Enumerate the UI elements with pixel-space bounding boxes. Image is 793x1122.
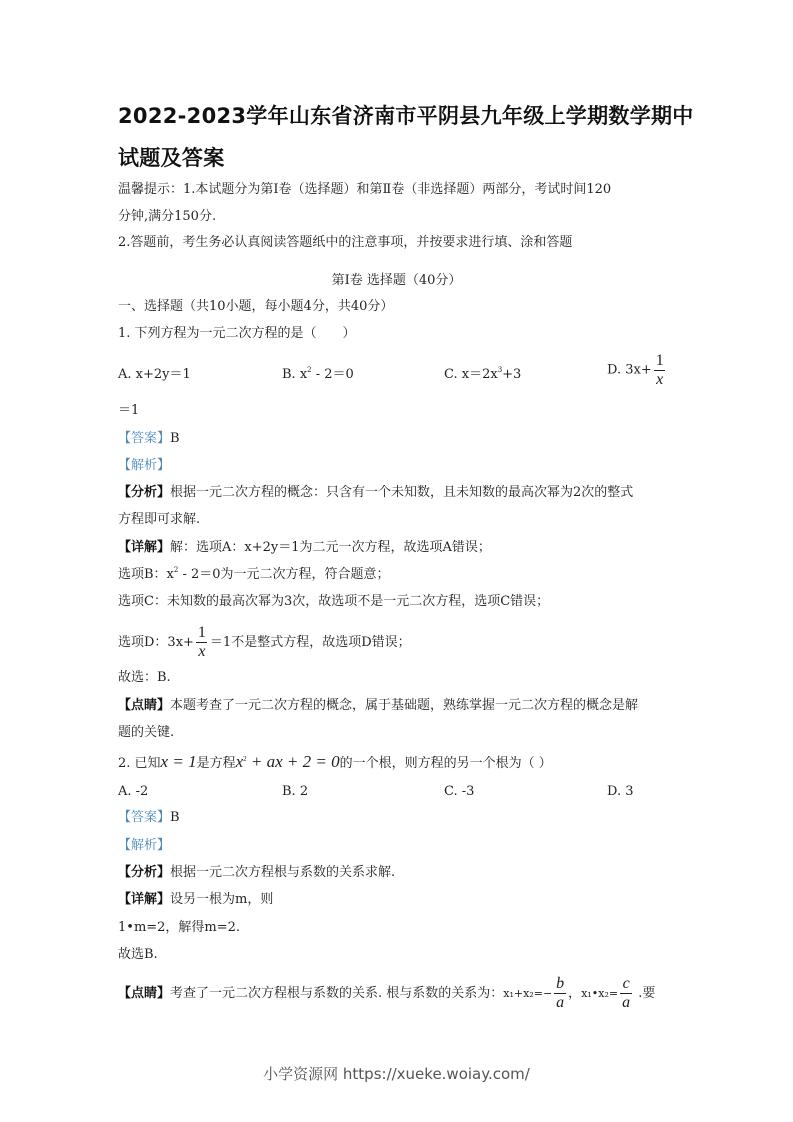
document-title-line2: 试题及答案 [118, 146, 225, 170]
q1-stem: 1. 下列方程为一元二次方程的是（ ） [118, 326, 356, 341]
q1-option-d: D. 3x+ $\frac{1}{x}$ [607, 352, 664, 388]
q2-xiangjie-line2: 1•m=2，解得m=2. [118, 920, 241, 935]
part-title: 一、选择题（共10小题，每小题4分，共40分） [118, 299, 394, 314]
section-title: 第Ⅰ卷 选择题（40分） [331, 273, 462, 288]
q1-fenxi-line2: 方程即可求解. [118, 512, 201, 527]
q1-option-c: C. $x=2x^3+3$ [444, 366, 522, 382]
q2-conclusion: 故选B. [118, 947, 158, 962]
q1-fenxi-line1: 【分析】根据一元二次方程的概念：只含有一个未知数，且未知数的最高次幂为2次的整式 [118, 485, 634, 500]
q2-option-d: D. 3 [607, 784, 634, 799]
notice-line1: 温馨提示：1.本试题分为第Ⅰ卷（选择题）和第Ⅱ卷（非选择题）两部分，考试时间120 [118, 182, 612, 197]
q1-option-d-tail: ＝1 [118, 403, 140, 418]
q2-dianjing: 【点睛】考查了一元二次方程根与系数的关系. 根与系数的关系为：x₁+x₂=− $\frac{b}{a}$ ，x₁•x₂= $\frac{c}{a}$ .要 [118, 975, 656, 1011]
q2-xiangjie-line1: 【详解】设另一根为m，则 [118, 892, 274, 907]
q1-analysis-label: 【解析】 [118, 458, 171, 473]
footer-watermark: 小学资源网 https://xueke.woiay.com/ [263, 1065, 530, 1083]
fraction: $\frac{c}{a}$ [622, 975, 631, 1011]
fraction: $\frac{1}{x}$ [655, 352, 664, 388]
fraction: $\frac{b}{a}$ [556, 975, 565, 1011]
notice-line3: 2.答题前，考生务必认真阅读答题纸中的注意事项，并按要求进行填、涂和答题 [118, 235, 573, 250]
q1-conclusion: 故选：B. [118, 670, 171, 685]
q2-option-a: A. -2 [118, 784, 149, 799]
q1-answer: 【答案】B [118, 431, 180, 446]
q1-xiangjie-line2: 选项B：$x^2 - 2=0$为一元二次方程，符合题意； [118, 566, 390, 582]
answer-label: 【答案】 [118, 431, 171, 446]
document-title-line1: 2022-2023学年山东省济南市平阴县九年级上学期数学期中 [118, 104, 694, 128]
q2-answer: 【答案】B [118, 810, 180, 825]
answer-label: 【答案】 [118, 810, 171, 825]
q1-option-a: A. x+2y＝1 [118, 367, 191, 382]
math-expression: $x^2$ + ax + 2 = 0 [235, 752, 340, 771]
math-expression: x = 1 [160, 752, 197, 771]
q2-analysis-label: 【解析】 [118, 838, 171, 853]
q2-option-b: B. 2 [282, 784, 309, 799]
q2-fenxi: 【分析】根据一元二次方程根与系数的关系求解. [118, 865, 396, 880]
q1-dianjing-line2: 题的关键. [118, 725, 175, 740]
q1-xiangjie-line4: 选项D：3x+ $\frac{1}{x}$ ＝1不是整式方程，故选项D错误； [118, 624, 411, 660]
q1-xiangjie-line1: 【详解】解：选项A：x+2y＝1为二元一次方程，故选项A错误； [118, 540, 491, 555]
fraction: $\frac{1}{x}$ [197, 624, 206, 660]
q1-xiangjie-line3: 选项C：未知数的最高次幂为3次，故选项不是一元二次方程，选项C错误； [118, 594, 550, 609]
q2-stem: 2. 已知x = 1是方程$x^2$ + ax + 2 = 0的一个根，则方程的另一个根为（ ） [118, 752, 552, 771]
q1-option-b: B. $x^2 - 2=0$ [282, 366, 354, 382]
q2-option-c: C. -3 [444, 784, 475, 799]
q1-dianjing-line1: 【点睛】本题考查了一元二次方程的概念，属于基础题，熟练掌握一元二次方程的概念是解 [118, 698, 639, 713]
notice-line2: 分钟,满分150分. [118, 209, 217, 224]
